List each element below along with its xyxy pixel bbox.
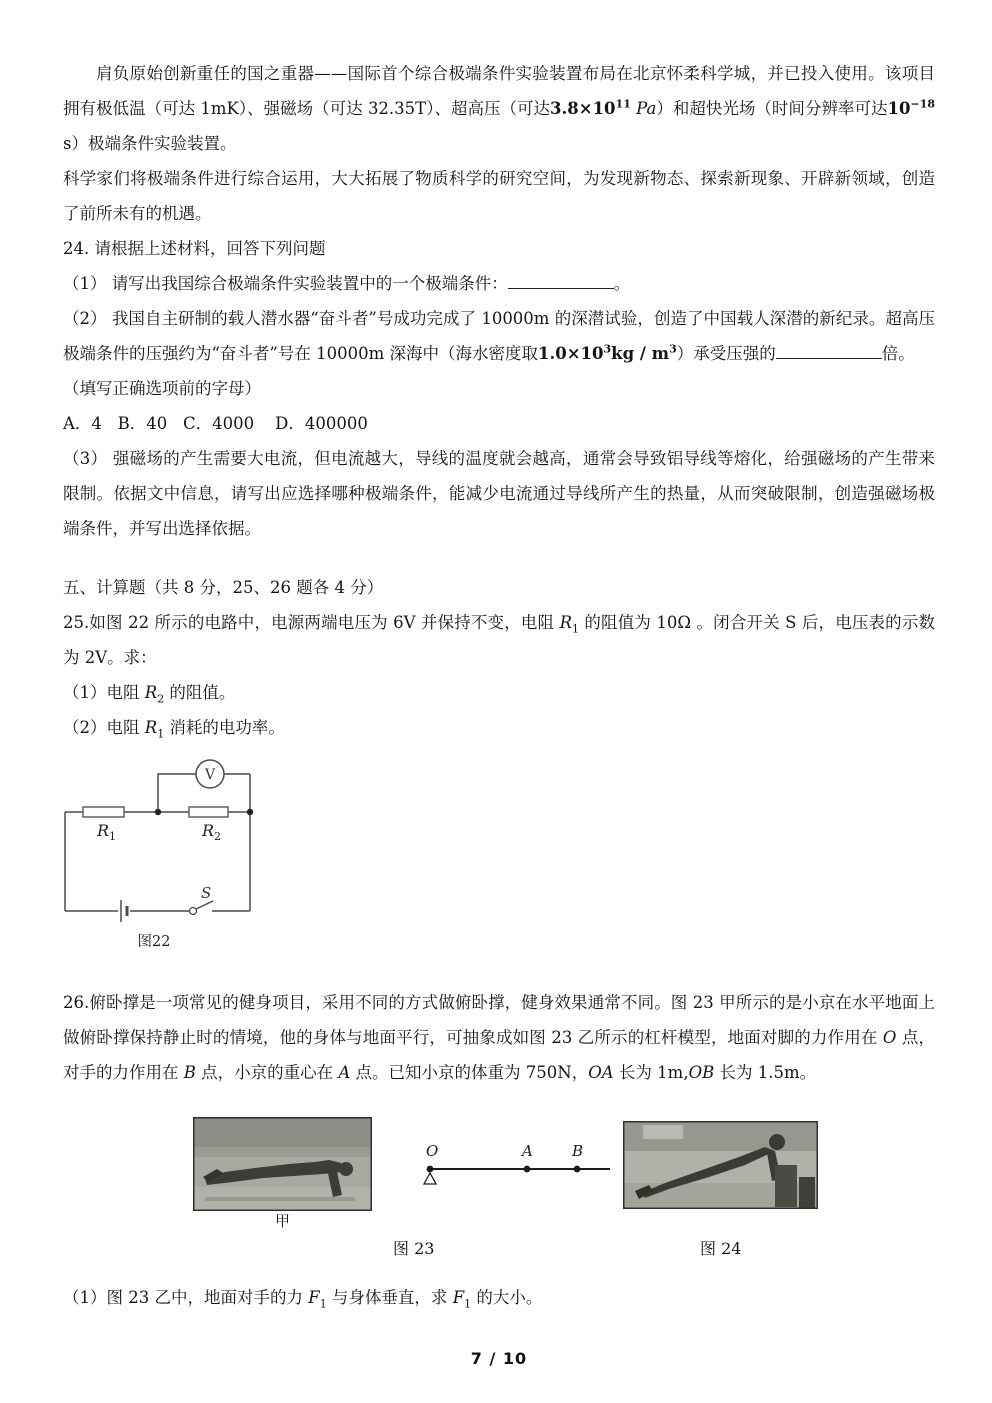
question-24-options: A．4 B．40 C．4000 D．400000 bbox=[63, 414, 368, 433]
section-5-heading: 五、计算题（共 8 分，25、26 题各 4 分） bbox=[63, 578, 384, 597]
question-25-part1: （1）电阻 $R_2$ 的阻值。 bbox=[63, 683, 236, 706]
switch-label: S bbox=[201, 884, 212, 902]
point-b-dot bbox=[574, 1166, 581, 1173]
point-o-label: O bbox=[426, 1142, 439, 1160]
fulcrum-icon bbox=[424, 1173, 436, 1184]
point-b-label: B bbox=[572, 1142, 584, 1160]
paragraph-intro-2: 科学家们将极端条件进行综合运用，大大拓展了物质科学的研究空间，为发现新物态、探索新现象、开辟新领域，创造了前所未有的机遇。 bbox=[63, 169, 935, 223]
lever-diagram bbox=[418, 1129, 618, 1187]
circuit-diagram bbox=[63, 751, 283, 961]
resistor-r2-box bbox=[189, 807, 228, 817]
question-26-part1: （1）图 23 乙中，地面对手的力 $F_1$ 与身体垂直，求 $F_1$ 的大小。 bbox=[63, 1288, 543, 1311]
point-o-dot bbox=[427, 1166, 434, 1173]
paragraph-intro-1: 肩负原始创新重任的国之重器——国际首个综合极端条件实验装置布局在北京怀柔科学城，并已投入使用。该项目拥有极低温（可达 1mK）、强磁场（可达 32.35T）、超高压（可达$3.8\times 10^{11}$ Pa）和超快光场（时间分辨率可达$10^{-18}$ s）极端条件实验装置。 bbox=[63, 64, 936, 153]
figure-24-caption: 图 24 bbox=[700, 1239, 742, 1258]
point-a-label: A bbox=[522, 1142, 533, 1160]
page-number: 7 / 10 bbox=[470, 1349, 528, 1368]
question-25-part2: （2）电阻 $R_1$ 消耗的电功率。 bbox=[63, 718, 285, 741]
figure-22-caption: 图22 bbox=[137, 934, 171, 950]
photo-left-sub-label: 甲 bbox=[275, 1212, 291, 1230]
question-24-part3: （3） 强磁场的产生需要大电流，但电流越大，导线的温度就会越高，通常会导致铝导线等熔化，给强磁场的产生带来限制。依据文中信息，请写出应选择哪种极端条件，能减少电流通过导线所产生的热量，从而突破限制，创造强磁场极端条件，并写出选择依据。 bbox=[63, 449, 935, 538]
junction-dot-right bbox=[247, 809, 253, 815]
question-24-part2-note: （填写正确选项前的字母） bbox=[63, 379, 261, 398]
junction-dot-left bbox=[155, 809, 161, 815]
voltmeter-label: V bbox=[204, 767, 216, 783]
figure-23-caption: 图 23 bbox=[393, 1239, 435, 1258]
figure-23-24-row bbox=[63, 1112, 935, 1274]
photo-pushup-incline bbox=[623, 1121, 818, 1209]
question-24-part1: （1） 请写出我国综合极端条件实验装置中的一个极端条件： 。 bbox=[63, 274, 631, 293]
question-24-title: 24. 请根据上述材料，回答下列问题 bbox=[63, 239, 326, 258]
point-a-dot bbox=[524, 1166, 531, 1173]
question-25: 25.如图 22 所示的电路中，电源两端电压为 6V 并保持不变，电阻 $R_1$ 的阻值为 10Ω 。闭合开关 S 后，电压表的示数为 2V。求： bbox=[63, 613, 935, 667]
r2-label: $R_2$ bbox=[202, 821, 222, 843]
question-24-part2: （2） 我国自主研制的载人潜水器“奋斗者”号成功完成了 10000m 的深潜试验，创造了中国载人深潜的新纪录。超高压极端条件的压强约为“奋斗者”号在 10000m 深海中（海水密度取$1.0\times 10^3kg / m^3$）承受压强的 倍。 bbox=[63, 309, 935, 363]
question-26: 26.俯卧撑是一项常见的健身项目，采用不同的方式做俯卧撑，健身效果通常不同。图 23 甲所示的是小京在水平地面上做俯卧撑保持静止时的情境，他的身体与地面平行，可抽象成如图 23 乙所示的杠杆模型，地面对脚的力作用在 O 点，对手的力作用在 B 点，小京的重心在 A 点。已知小京的体重为 750N，OA 长为 1m,OB 长为 1.5m。 bbox=[63, 993, 936, 1082]
resistor-r1-box bbox=[83, 807, 124, 817]
photo-pushup-flat bbox=[193, 1117, 372, 1211]
figure-22-circuit bbox=[63, 751, 935, 963]
switch-contact bbox=[190, 908, 197, 915]
r1-label: $R_1$ bbox=[97, 821, 117, 843]
